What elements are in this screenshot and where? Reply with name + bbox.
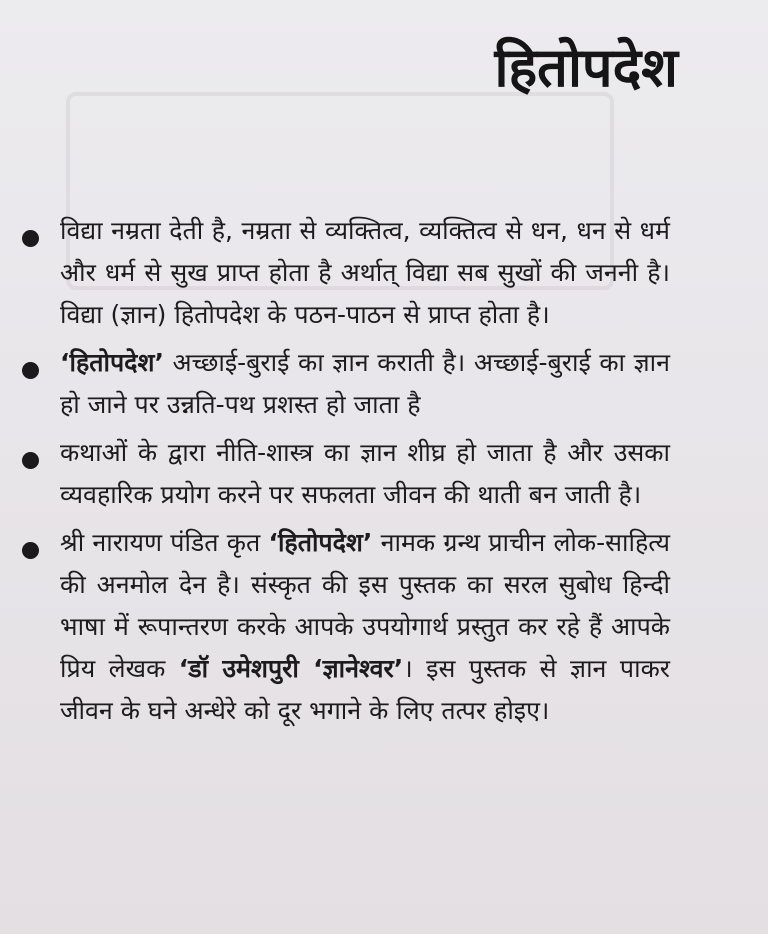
page-title: हितोपदेश (494, 36, 678, 99)
bullet-item-4 (20, 522, 670, 732)
bullet-text (60, 522, 670, 732)
bullet-dot-icon (22, 542, 39, 559)
bullet-item-3 (20, 432, 670, 516)
bullet-text-segment: । इस पुस्तक से ज्ञान पाकर जीवन के घने अन्धेरे को दूर भगाने के लिए तत्पर होइए। (60, 654, 670, 725)
bullet-text: विद्या नम्रता देती है, नम्रता से व्यक्तित्व, व्यक्तित्व से धन, धन से धर्म और धर्म से सुख प्राप्त होता है अर्थात् विद्या सब सुखों की जननी है। विद्या (ज्ञान) हितोपदेश के पठन-पाठन से प्राप्त होता है। (60, 216, 670, 329)
bullet-list (20, 210, 670, 738)
bullet-item-2 (20, 342, 670, 426)
bullet-text-segment: नामक ग्रन्थ प्राचीन लोक-साहित्य की अनमोल देन है। संस्कृत की इस पुस्तक का सरल सुबोध हिन्दी भाषा में रूपान्तरण करके आपके उपयोगार्थ प्रस्तुत कर रहे हैं आपके प्रिय लेखक (60, 528, 670, 683)
bullet-text: कथाओं के द्वारा नीति-शास्त्र का ज्ञान शीघ्र हो जाता है और उसका व्यवहारिक प्रयोग करने पर सफलता जीवन की थाती बन जाती है। (60, 438, 670, 509)
bullet-text-segment: श्री नारायण पंडित कृत (60, 528, 269, 557)
bold-book-name: ‘हितोपदेश’ (60, 348, 164, 377)
bullet-dot-icon (22, 452, 39, 469)
bullet-dot-icon (22, 362, 39, 379)
bullet-item-1 (20, 210, 670, 336)
bold-book-name: ‘हितोपदेश’ (268, 528, 373, 557)
bullet-text (60, 342, 670, 426)
bold-author-name: ‘डॉ उमेशपुरी ‘ज्ञानेश्वर’ (178, 654, 404, 683)
bullet-text-segment: अच्छाई-बुराई का ज्ञान कराती है। अच्छाई-बुराई का ज्ञान हो जाने पर उन्नति-पथ प्रशस्त हो जाता है (60, 348, 670, 419)
bullet-dot-icon (22, 230, 39, 247)
